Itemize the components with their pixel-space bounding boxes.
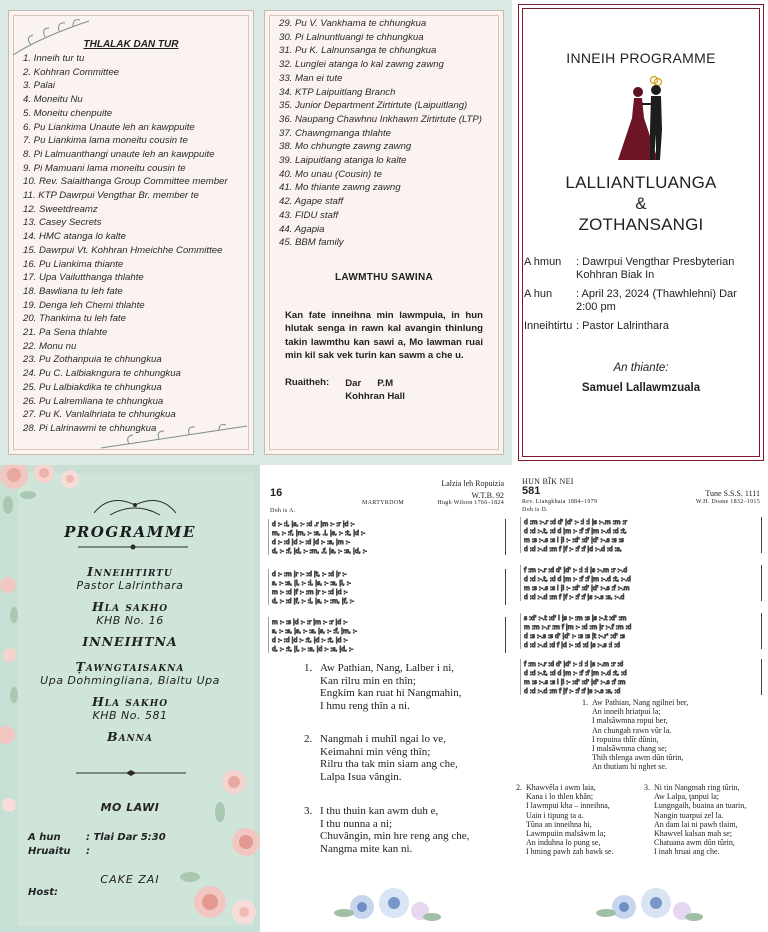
rose-ornament-icon <box>150 752 260 932</box>
hymn-581-author-words: Rev. Liangkhaia 1884–1979 <box>522 499 598 505</box>
venue-place: Kohhran Hall <box>345 390 405 402</box>
verse-line: I malsâwmna ropui ber, <box>592 716 668 726</box>
verse-line: I thu thuin kan awm duh e, <box>320 805 439 817</box>
hymn-16-panel <box>262 465 512 932</box>
verse-line: Aw Pathian, Nang ngilnei ber, <box>592 698 689 707</box>
hruaitu-label: Hruaitu <box>28 846 71 857</box>
verse-number: 3. <box>304 805 313 817</box>
thanks-card-left <box>8 10 254 455</box>
verse-line: Uain i tipung ta a. <box>526 810 584 820</box>
svg-text:d, :- :t, |l, :- :s, |d :- :s,: d, :- :t, |l, :- :s, |d :- :s, |d, :- <box>272 646 354 653</box>
music-score-icon <box>520 517 762 553</box>
time-value: : April 23, 2024 (Thawhlehni) Dar 2:00 pm <box>576 288 737 313</box>
floral-ornament-icon <box>594 877 704 929</box>
floral-ornament-icon <box>332 877 442 929</box>
hymn-16-tune: MARTYRDOM <box>362 500 405 506</box>
music-score-icon <box>268 617 506 653</box>
verse-line: Kan rilru min en thîn; <box>320 674 416 687</box>
list-item: 3. Palai <box>23 80 55 92</box>
time-row <box>524 288 760 314</box>
venue-value: : Dawrpui Vengthar Presbyterian Kohhran Biak In <box>576 256 735 281</box>
hymn-16-author: Hugh Wilson 1766–1824 <box>437 500 504 506</box>
hymn-581-author-music: W.H. Doane 1832–1915 <box>695 499 760 505</box>
hymn-581-verse-1 <box>582 698 689 772</box>
programme-item-detail <box>0 744 260 748</box>
verse-line: Nangma mite kan ni. <box>320 842 413 855</box>
verse-line: Kana i lo thlen khân; <box>526 792 594 802</box>
list-item: 32. Lunglei atanga lo kal zawng zawng <box>279 59 444 71</box>
verse-number: 1. <box>582 698 588 707</box>
verse-line: I hmu reng thîn a ni. <box>320 699 410 712</box>
verse-line: Thih thlenga awm dûn tûrin, <box>592 753 684 763</box>
host-label: Host: <box>28 887 58 898</box>
mo-lawi-heading: MO LAWI <box>100 801 160 814</box>
lawmthu-body: Kan fate inneihna min lawmpuia, in hun hlutak senga in rawn kal avangin thinlung takin lawmthu kan sawi a, Mo lawman ruai min kil sak vek turin kan sawm a che u. <box>285 309 483 362</box>
svg-text:m :- :d |f :- :m |r :- :d |d :: m :- :d |f :- :m |r :- :d |d :- <box>272 589 348 596</box>
programme-item-detail: Pastor Lalrinthara <box>76 579 184 592</box>
officiant-value: : Pastor Lalrinthara <box>576 320 669 332</box>
list-item: 11. KTP Dawrpui Vengthar Br. member te <box>23 190 199 202</box>
verse-number: 1. <box>304 662 313 674</box>
svg-text:m :- :s |d :- :r |m :- :r |d :: m :- :s |d :- :r |m :- :r |d :- <box>272 619 348 626</box>
verse-number: 2. <box>304 733 313 745</box>
svg-text:m :s :-.s :s l |l :- :d' :d' |: m :s :-.s :s l |l :- :d' :d' |d' :-.s :f :-.m <box>524 585 630 592</box>
groom-name: LALLIANTLUANGA <box>565 173 717 192</box>
list-item: 24. Pu C. Lalbiakngura te chhungkua <box>23 368 181 380</box>
officiant-label: Inneihtirtu <box>524 320 573 332</box>
thanks-list-right <box>273 17 495 250</box>
list-item: 41. Mo thiante zawng zawng <box>279 182 401 194</box>
svg-text:d :d :-.t, :d d |m :- :f :f |m: d :d :-.t, :d d |m :- :f :f |m :-.d :t, :-.d <box>524 576 631 583</box>
programme-panel <box>0 465 260 932</box>
thanks-panel <box>0 0 512 465</box>
list-item: 8. Pi Lalmuanthangi unaute leh an kawppuite <box>23 148 215 160</box>
list-item: 13. Casey Secrets <box>23 217 102 229</box>
verse-line: I hming pawh zah bawk se. <box>526 847 614 857</box>
svg-text:d :- :d |d :- :t, |d :- :t, |d: d :- :d |d :- :t, |d :- :t, |d :- <box>272 637 348 644</box>
verse-line: Nangin tuarpui zel la. <box>654 810 724 820</box>
verse-line: I lawmpui kha – inneihna, <box>526 801 610 811</box>
hymn-581-tune: Tune S.S.S. 1111 <box>705 489 760 498</box>
list-item: 1. Inneih tur tu <box>23 53 85 64</box>
verse-number: 2. <box>516 783 522 792</box>
ampersand: & <box>635 194 647 213</box>
hymn-16-verse-1 <box>304 662 462 712</box>
list-item: 27. Pu K. Vanlalhriata te chhungkua <box>23 409 176 421</box>
list-item: 33. Man ei tute <box>279 72 343 84</box>
friends-label: An thiante: <box>613 362 669 374</box>
verse-line: Khawvel kalsan mah se; <box>654 829 732 839</box>
list-item: 34. KTP Laipuitlang Branch <box>279 86 396 98</box>
verse-line: An induhna lo pung se, <box>526 838 601 848</box>
verse-line: Aw Pathian, Nang, Lalber i ni, <box>320 662 455 674</box>
hymn-581-verse-3 <box>644 783 747 857</box>
list-item: 10. Rev. Saiaithanga Group Committee member <box>23 176 228 188</box>
svg-text:d :- :d |d :- :d |d :- :s, |m: d :- :d |d :- :d |d :- :s, |m :- <box>272 539 350 546</box>
list-item: 38. Mo chhungte zawng zawng <box>279 141 412 153</box>
programme-item-detail: KHB No. 581 <box>92 709 168 722</box>
verse-line: Khawvêla i awm laia, <box>526 783 596 792</box>
couple-names <box>514 172 768 235</box>
list-item: 17. Upa Vailutthanga thlahte <box>23 272 144 284</box>
list-item: 19. Denga leh Chemi thlahte <box>23 299 145 311</box>
verse-line: An thutiam hi nghet se. <box>592 762 667 772</box>
list-item: 25. Pu Lalbiakdika te chhungkua <box>23 381 162 393</box>
list-item: 23. Pu Zothanpuia te chhungkua <box>23 354 162 366</box>
time-label: A hun <box>524 288 553 300</box>
hymn-581-section: HUN BÎK NEI <box>522 477 574 486</box>
list-item: 14. HMC atanga lo kalte <box>23 231 126 243</box>
music-score-icon <box>268 569 506 605</box>
svg-text:d :d :-.d :d f |d :- :d :d |s: d :d :-.d :d f |d :- :d :d |s :-.s :l :d <box>524 642 620 649</box>
bride-name: ZOTHANSANGI <box>578 215 704 234</box>
flourish-ornament-icon <box>90 493 180 519</box>
verse-line: I malsâwmna chang se; <box>592 744 667 754</box>
verse-line: Tûna an inneihna hi, <box>526 819 592 829</box>
svg-text:m, :- :f, |m, :- :s, .l, |s, :: m, :- :f, |m, :- :s, .l, |s, :- :t, |d :- <box>272 530 365 537</box>
hymn-16-verse-2 <box>304 733 458 783</box>
programme-item-heading: Hla sakho <box>91 599 169 614</box>
ruaitheh-block <box>273 377 495 403</box>
verse-line: Chuvângin, min hre reng ang che, <box>320 830 470 842</box>
verse-line: I inah hruai ang che. <box>654 847 720 857</box>
hymn-581-verse-2 <box>516 783 614 857</box>
list-item: 40. Mo unau (Cousin) te <box>279 168 382 180</box>
svg-text:s, :- :s, |l, :- :l, |s, :- :s: s, :- :s, |l, :- :l, |s, :- :s, |l, :- <box>272 580 351 587</box>
svg-text:m :m :-.r :m f |m :- :d :m |r: m :m :-.r :m f |m :- :d :m |r :-.f :m :d <box>524 624 632 631</box>
verse-line: I ropuina thlîr dûnin, <box>592 734 659 744</box>
list-item: 26. Pu Lalremliana te chhungkua <box>23 395 164 407</box>
programme-item-heading: Ṭawngtaisakna <box>75 659 185 674</box>
svg-text:d :- :m |r :- :d |t, :- :d |r: d :- :m |r :- :d |t, :- :d |r :- <box>272 571 347 578</box>
music-score-icon <box>520 613 762 649</box>
verse-line: Ni tin Nangmah ring tûrin, <box>654 783 740 792</box>
music-score-icon <box>520 565 762 601</box>
svg-text:f :m :-.r :d d' |d' :- :l :l |: f :m :-.r :d d' |d' :- :l :l |s :-.m :r :d <box>524 661 624 668</box>
list-item: 21. Pa Sena thlahte <box>23 327 108 339</box>
programme-items <box>0 565 260 755</box>
hymn-16-verse-3 <box>304 805 470 855</box>
verse-line: I thu nunna a ni; <box>320 817 393 830</box>
svg-text:s, :- :s, |s, :- :s, |s, :- :f: s, :- :s, |s, :- :s, |s, :- :f, |m, :- <box>272 628 357 635</box>
verse-line: Keimahni min vêng thîn; <box>320 745 431 758</box>
list-item: 39. Laipuitlang atanga lo kalte <box>279 155 407 167</box>
verse-line: Lungngaih, buaina an tuarin, <box>654 801 747 811</box>
list-item: 31. Pu K. Lalnunsanga te chhungkua <box>279 45 437 57</box>
thanks-card-right <box>264 10 504 455</box>
list-item: 9. Pi Mamuani lama moneitu cousin te <box>23 162 186 174</box>
friends-name: Samuel Lallawmzuala <box>581 382 701 394</box>
svg-text:d :d :-.d :m f |f :- :f :f |s: d :d :-.d :m f |f :- :f :f |s :-.s :s, :-.d <box>524 594 625 601</box>
svg-text:m :s :-.s :s l |l :- :d' :d' |: m :s :-.s :s l |l :- :d' :d' |d' :-.s :f :m <box>524 679 626 686</box>
hymn-581-panel <box>514 465 768 932</box>
hymn-581-key: Doh is D. <box>522 507 548 513</box>
programme-item-heading: Banna <box>107 729 153 744</box>
verse-line: Nangmah i muhîl ngai lo ve, <box>320 733 446 745</box>
cover-panel <box>514 0 768 465</box>
couple-silhouette-icon <box>614 74 674 162</box>
list-item: 35. Junior Department Zirtirtute (Laipuitlang) <box>279 100 468 112</box>
divider-ornament-icon <box>78 543 188 551</box>
svg-text:d :d :-.t, :d d |m :- :f :f |m: d :d :-.t, :d d |m :- :f :f |m :-.d :d :t, <box>524 528 627 535</box>
list-item: 12. Sweetdreamz <box>23 203 98 215</box>
verse-number: 3. <box>644 783 650 792</box>
music-score-icon <box>268 519 506 555</box>
list-item: 30. Pi Lalnuntluangi te chhungkua <box>279 31 424 43</box>
venue-row <box>524 256 760 282</box>
cover-title: INNEIH PROGRAMME <box>566 50 716 66</box>
svg-text:d :s :-.s :s d' |d' :- :s :s |: d :s :-.s :s d' |d' :- :s :s |t :-.r' :d' :s <box>524 633 625 640</box>
verse-line: Lalpa Isua vângin. <box>320 770 402 783</box>
list-item: 43. FIDU staff <box>279 209 339 221</box>
list-item: 36. Naupang Chawhnu Inkhawm Zirtirtute (LTP) <box>279 113 482 125</box>
hruaitu-value: : <box>86 846 90 857</box>
list-item: 45. BBM family <box>279 237 344 249</box>
thanks-list-title: THLALAK DAN TUR <box>83 39 179 50</box>
svg-text:d :d :-.t, :d d |m :- :f :f |m: d :d :-.t, :d d |m :- :f :f |m :-.d :t, :d <box>524 670 627 677</box>
svg-text:f :m :-.r :d d' |d' :- :l :l |: f :m :-.r :d d' |d' :- :l :l |s :-.m :r :-.d <box>524 567 628 574</box>
svg-text:m :s :-.s :s l |l :- :d' :d' |: m :s :-.s :s l |l :- :d' :d' |d' :-.s :s :s <box>524 537 624 544</box>
leaf-ornament-icon <box>11 17 91 57</box>
svg-text:d :- :l, |s, :- :d .r |m :- :r: d :- :l, |s, :- :d .r |m :- :r |d :- <box>272 521 355 528</box>
cake-heading: CAKE ZAI <box>100 873 160 886</box>
verse-line: An chungah rawn vûr la. <box>592 725 672 735</box>
verse-line: An dam lai ni pawh tlaim, <box>654 819 738 829</box>
svg-text:s :d' :-.t :d' l |s :- :m :s |: s :d' :-.t :d' l |s :- :m :s |s :-.t :d' :m <box>524 615 627 622</box>
hymn-16-key: Doh is A. <box>270 508 296 514</box>
verse-line: Rilru tha tak min siam ang che, <box>320 758 458 770</box>
list-item: 29. Pu V. Vankhama te chhungkua <box>279 18 427 29</box>
venue-label: A hmun <box>524 256 562 268</box>
hymn-16-code: W.T.B. 92 <box>471 491 504 500</box>
programme-item-detail: KHB No. 16 <box>96 614 164 627</box>
list-item: 42. Agape staff <box>279 196 344 208</box>
list-item: 22. Monu nu <box>23 340 77 352</box>
ahun-value: : Tlai Dar 5:30 <box>86 832 166 843</box>
programme-item-heading: INNEIHTNA <box>82 634 178 649</box>
svg-text:d :m :-.r :d d' |d' :- :l :l |: d :m :-.r :d d' |d' :- :l :l |s :-.m :m :r <box>524 519 627 526</box>
list-item: 16. Pu Liankima thiante <box>23 258 124 270</box>
venue-time: Dar P.M <box>345 377 394 389</box>
hymn-16-number: 16 <box>270 487 283 499</box>
mo-lawi-details <box>28 831 166 859</box>
lawmthu-title: LAWMTHU SAWINA <box>334 271 434 283</box>
list-item: 15. Dawrpui Vt. Kohhran Hmeichhe Committee <box>23 244 223 256</box>
list-item: 44. Agapia <box>279 223 325 235</box>
list-item: 6. Pu Liankima Unaute leh an kawppuite <box>23 121 195 133</box>
svg-text:d :d :-.d :m f |f :- :f :f |d: d :d :-.d :m f |f :- :f :f |d :-.d :d :s, <box>524 546 622 553</box>
verse-line: Aw Lalpa, ţanpui la; <box>654 792 720 802</box>
list-item: 37. Chawngmanga thlahte <box>279 127 392 139</box>
programme-item-heading: Hla sakho <box>91 694 169 709</box>
programme-heading: PROGRAMME <box>64 523 196 541</box>
hymn-581-number: 581 <box>522 485 541 497</box>
programme-item-detail: Upa Dohmingliana, Bialtu Upa <box>40 674 220 687</box>
list-item: 4. Moneitu Nu <box>23 94 83 106</box>
list-item: 28. Pi Lalrinawmi te chhungkua <box>23 422 157 434</box>
list-item: 18. Bawliana tu leh fate <box>23 285 123 297</box>
verse-line: An inneih hriatpui la; <box>592 707 661 717</box>
music-score-icon <box>520 659 762 695</box>
hymn-16-section: Lalzia leh Ropuizia <box>441 479 504 488</box>
programme-item-detail <box>0 649 260 653</box>
svg-text:d, :- :d |f, :- :l, |s, :- :m,: d, :- :d |f, :- :l, |s, :- :m, |f, :- <box>272 598 354 605</box>
list-item: 2. Kohhran Committee <box>23 66 119 78</box>
verse-line: Engkim kan ruat hi Nangmahin, <box>320 687 462 699</box>
ruaitheh-label: Ruaitheh: <box>285 376 330 388</box>
svg-text:d, :- :f, |d, :- :m, .f, |s, :: d, :- :f, |d, :- :m, .f, |s, :- :s, |d, :- <box>272 548 367 555</box>
event-info <box>524 256 760 339</box>
svg-text:d :d :-.d :m f |f :- :f :f |s: d :d :-.d :m f |f :- :f :f |s :-.s :s, :d <box>524 688 621 695</box>
thanks-list-left <box>17 52 245 436</box>
list-item: 7. Pu Liankima lama moneitu cousin te <box>23 135 188 147</box>
verse-line: Chatuana awm dûn tûrin, <box>654 838 735 848</box>
ahun-label: A hun <box>28 832 61 843</box>
programme-item-heading: Inneihtirtu <box>87 564 173 579</box>
officiant-row <box>524 320 760 333</box>
verse-line: Lawmpuiin malsâwm la; <box>526 829 606 839</box>
list-item: 5. Moneitu chenpuite <box>23 107 113 119</box>
leaf-ornament-icon <box>99 422 249 452</box>
list-item: 20. Thankima tu leh fate <box>23 313 126 325</box>
